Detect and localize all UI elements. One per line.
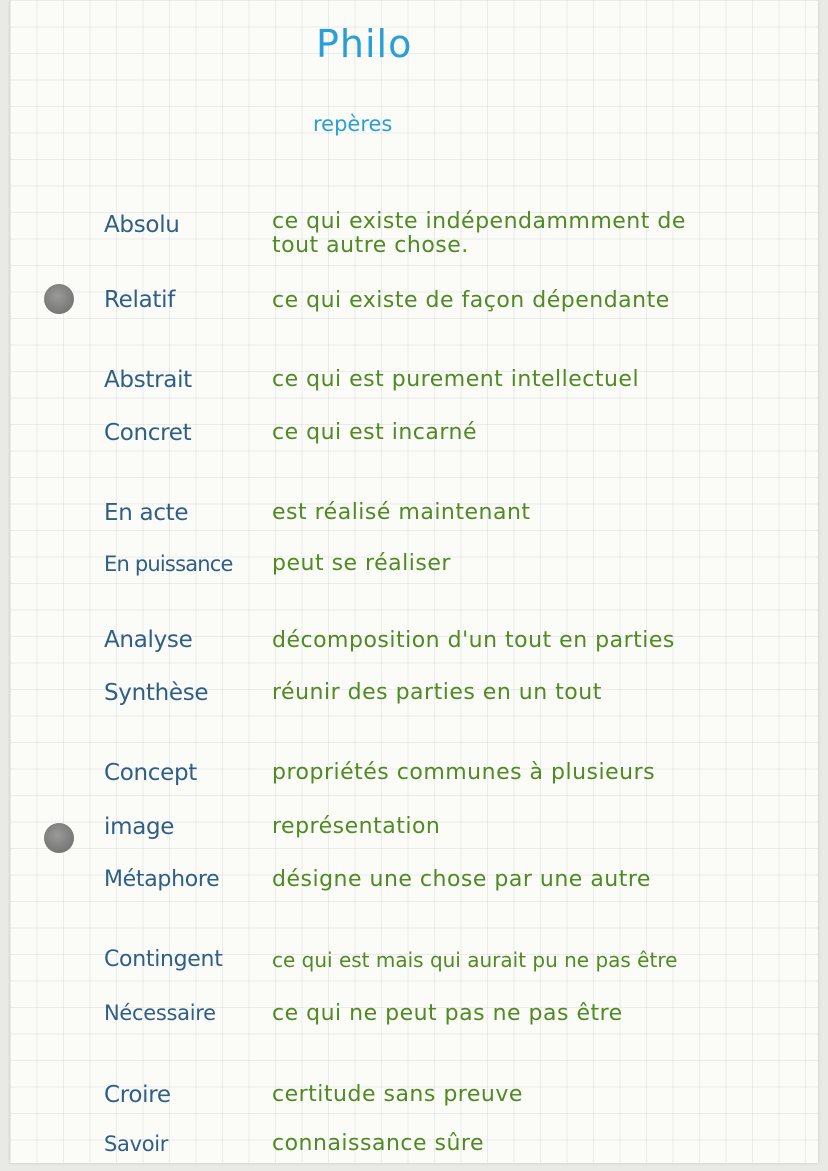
term-image: image bbox=[104, 814, 175, 840]
term-metaphore: Métaphore bbox=[104, 867, 220, 892]
term-en-puissance: En puissance bbox=[104, 552, 233, 576]
term-absolu: Absolu bbox=[104, 212, 180, 238]
page-subtitle: repères bbox=[313, 112, 393, 136]
term-en-acte: En acte bbox=[104, 500, 189, 526]
definition-concept: propriétés communes à plusieurs bbox=[272, 760, 656, 785]
definition-croire: certitude sans preuve bbox=[272, 1082, 523, 1107]
definition-en-puissance: peut se réaliser bbox=[272, 551, 451, 576]
definition-absolu bbox=[272, 210, 686, 258]
term-concret: Concret bbox=[104, 420, 192, 446]
term-necessaire: Nécessaire bbox=[104, 1001, 216, 1025]
definition-en-acte: est réalisé maintenant bbox=[272, 500, 531, 525]
term-contingent: Contingent bbox=[104, 947, 223, 972]
definition-absolu-line-1: ce qui existe indépendammment de bbox=[272, 209, 686, 234]
notebook-page bbox=[10, 0, 818, 1163]
punch-hole-bottom bbox=[44, 823, 74, 853]
definition-absolu-line-2: tout autre chose. bbox=[272, 233, 469, 258]
punch-hole-top bbox=[44, 284, 74, 314]
term-analyse: Analyse bbox=[104, 627, 193, 653]
term-concept: Concept bbox=[104, 760, 198, 786]
term-croire: Croire bbox=[104, 1082, 171, 1108]
term-abstrait: Abstrait bbox=[104, 367, 192, 393]
definition-abstrait: ce qui est purement intellectuel bbox=[272, 367, 640, 392]
definition-metaphore: désigne une chose par une autre bbox=[272, 867, 651, 892]
definition-savoir: connaissance sûre bbox=[272, 1131, 485, 1156]
definition-necessaire: ce qui ne peut pas ne pas être bbox=[272, 1001, 623, 1026]
term-savoir: Savoir bbox=[104, 1132, 169, 1156]
term-relatif: Relatif bbox=[104, 287, 175, 313]
definition-relatif: ce qui existe de façon dépendante bbox=[272, 288, 670, 313]
definition-image: représentation bbox=[272, 814, 441, 839]
term-synthese: Synthèse bbox=[104, 680, 209, 706]
definition-analyse: décomposition d'un tout en parties bbox=[272, 628, 675, 653]
definition-concret: ce qui est incarné bbox=[272, 420, 478, 445]
page-title: Philo bbox=[316, 22, 413, 66]
definition-synthese: réunir des parties en un tout bbox=[272, 680, 602, 705]
definition-contingent: ce qui est mais qui aurait pu ne pas être bbox=[272, 948, 678, 972]
